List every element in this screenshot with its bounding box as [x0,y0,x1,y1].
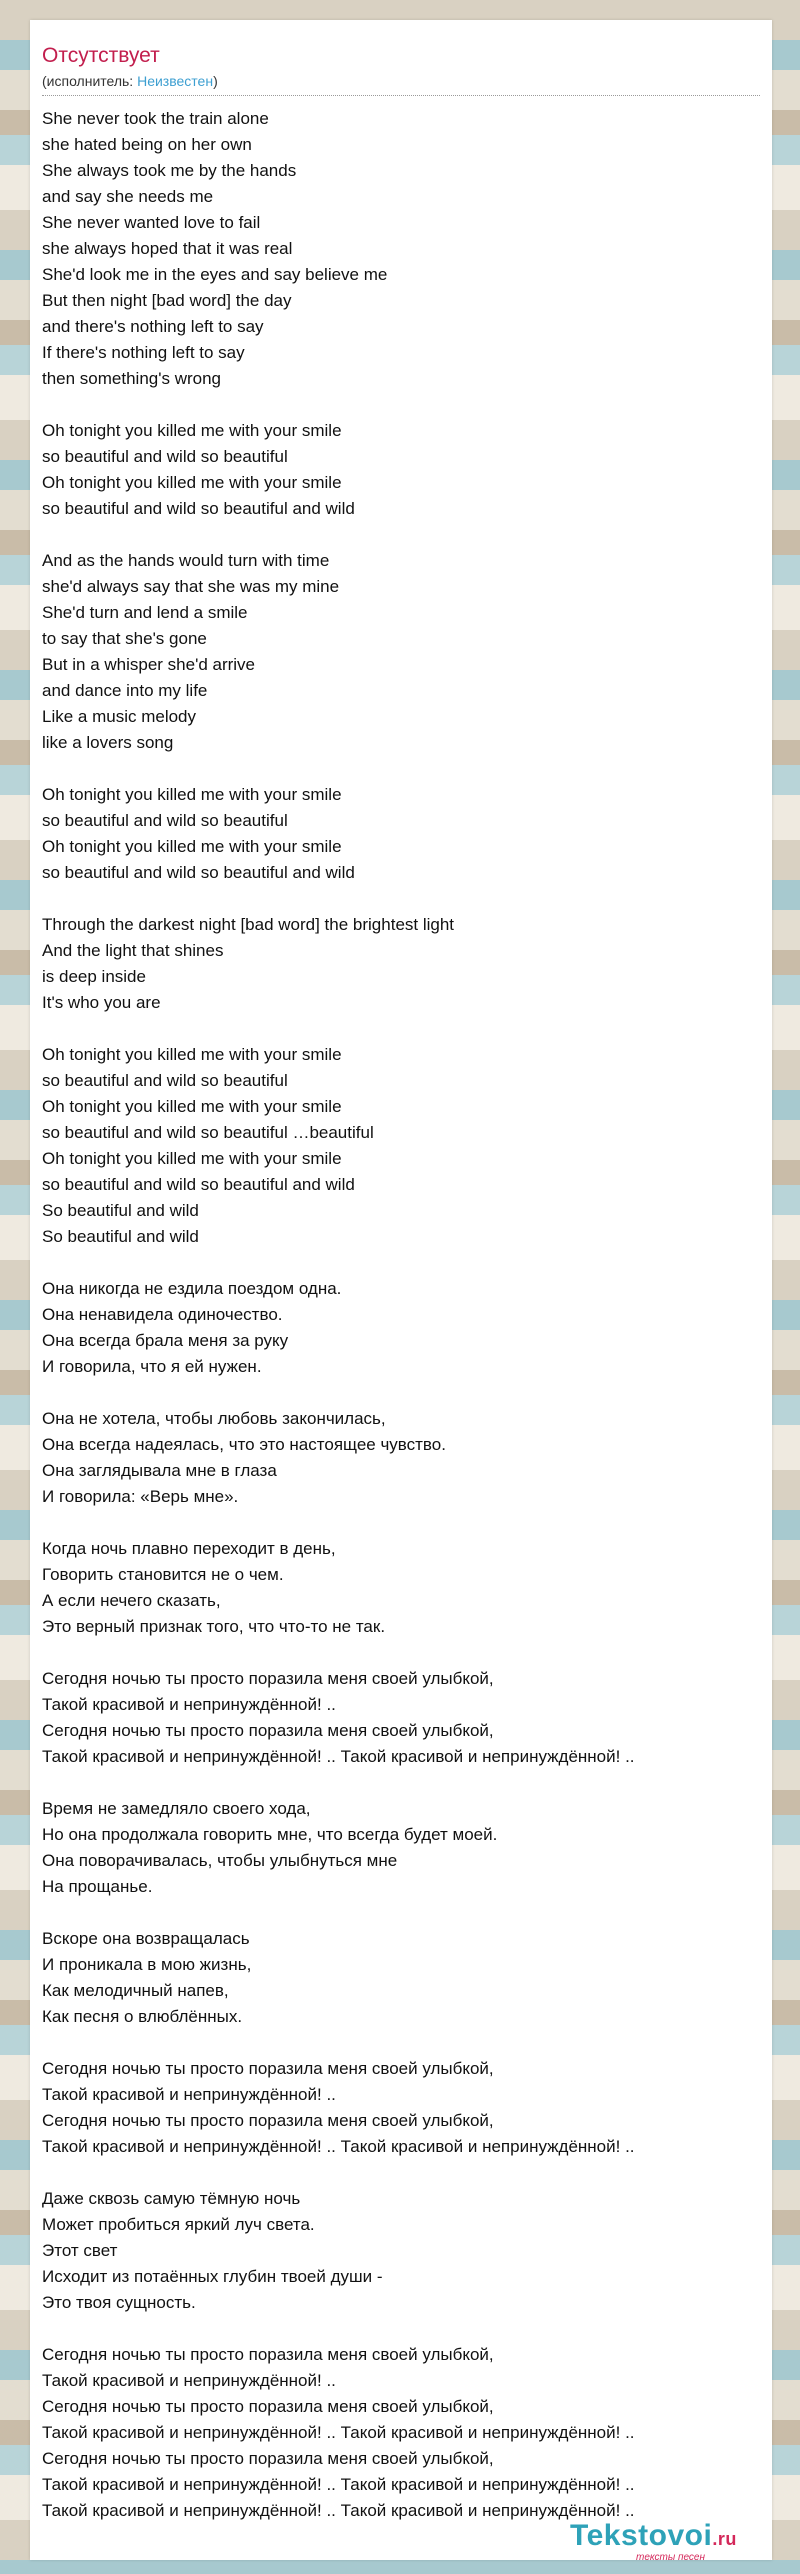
lyric-line: and say she needs me [42,187,214,206]
lyric-line: Этот свет [42,2241,118,2260]
lyric-line: Она всегда надеялась, что это настоящее чувство. [42,1435,446,1454]
lyric-line: so beautiful and wild so beautiful and wild [42,499,355,518]
lyric-line: Она не хотела, чтобы любовь закончилась, [42,1409,386,1428]
lyric-line: Сегодня ночью ты просто поразила меня своей улыбкой, [42,2449,494,2468]
lyric-line: Это верный признак того, что что-то не так. [42,1617,386,1636]
lyric-line: Такой красивой и непринуждённой! .. Такой красивой и непринуждённой! .. [42,2137,635,2156]
lyric-line: she'd always say that she was my mine [42,577,340,596]
lyric-line: Сегодня ночью ты просто поразила меня своей улыбкой, [42,1721,494,1740]
lyric-line: Сегодня ночью ты просто поразила меня своей улыбкой, [42,2059,494,2078]
lyric-line: Oh tonight you killed me with your smile [42,473,342,492]
lyrics-stanza [42,1796,770,1900]
lyric-line: like a lovers song [42,733,174,752]
lyrics-stanza [42,2186,770,2316]
title-divider [42,95,760,96]
lyric-line: Такой красивой и непринуждённой! .. [42,1695,336,1714]
lyric-line: Oh tonight you killed me with your smile [42,1097,342,1116]
lyric-line: Говорить становится не о чем. [42,1565,284,1584]
lyric-line: Исходит из потаённых глубин твоей души - [42,2267,383,2286]
lyric-line: Как песня о влюблённых. [42,2007,243,2026]
lyric-line: Как мелодичный напев, [42,1981,229,2000]
lyric-line: Oh tonight you killed me with your smile [42,837,342,856]
lyric-line: But in a whisper she'd arrive [42,655,256,674]
lyric-line: Сегодня ночью ты просто поразила меня своей улыбкой, [42,2397,494,2416]
lyric-line: Такой красивой и непринуждённой! .. Такой красивой и непринуждённой! .. [42,2475,635,2494]
lyric-line: If there's nothing left to say [42,343,245,362]
lyric-line: She never took the train alone [42,109,269,128]
lyric-line: But then night [bad word] the day [42,291,292,310]
lyric-line: So beautiful and wild [42,1201,199,1220]
lyric-line: Вскоре она возвращалась [42,1929,250,1948]
lyric-line: and there's nothing left to say [42,317,264,336]
lyric-line: Through the darkest night [bad word] the brightest light [42,915,455,934]
lyric-line: and dance into my life [42,681,208,700]
lyric-line: Oh tonight you killed me with your smile [42,785,342,804]
artist-prefix: (исполнитель: [42,73,138,89]
lyric-line: she hated being on her own [42,135,252,154]
lyric-line: So beautiful and wild [42,1227,199,1246]
lyrics-stanza [42,1536,770,1640]
lyrics-stanza [42,548,770,756]
lyric-line: Такой красивой и непринуждённой! .. Такой красивой и непринуждённой! .. [42,2501,635,2520]
lyric-line: И проникала в мою жизнь, [42,1955,252,1974]
lyric-line: Она всегда брала меня за руку [42,1331,289,1350]
lyric-line: Такой красивой и непринуждённой! .. [42,2371,336,2390]
lyric-line: Like a music melody [42,707,197,726]
lyric-line: so beautiful and wild so beautiful and wild [42,1175,355,1194]
logo-tld: .ru [712,2529,737,2549]
lyrics-stanza [42,912,770,1016]
lyric-line: И говорила, что я ей нужен. [42,1357,262,1376]
lyric-line: Она поворачивалась, чтобы улыбнуться мне [42,1851,398,1870]
lyrics-stanza [42,1406,770,1510]
lyric-line: Даже сквозь самую тёмную ночь [42,2189,301,2208]
lyric-line: А если нечего сказать, [42,1591,221,1610]
artist-link[interactable]: Неизвестен [137,73,214,89]
lyrics-stanza [42,1276,770,1380]
lyric-line: is deep inside [42,967,146,986]
lyric-line: Oh tonight you killed me with your smile [42,421,342,440]
lyric-line: Это твоя сущность. [42,2293,196,2312]
logo-tagline: тексты песен [636,2552,705,2563]
lyric-line: so beautiful and wild so beautiful [42,447,288,466]
lyrics-stanza [42,418,770,522]
lyric-line: And the light that shines [42,941,224,960]
lyrics-stanza [42,1666,770,1770]
lyric-line: Сегодня ночью ты просто поразила меня своей улыбкой, [42,2111,494,2130]
lyrics-stanza [42,782,770,886]
artist-line [42,73,218,89]
song-title: Отсутствует [42,44,160,67]
lyrics-card [30,20,772,2560]
lyric-line: Oh tonight you killed me with your smile [42,1149,342,1168]
lyric-line: she always hoped that it was real [42,239,293,258]
lyric-line: Такой красивой и непринуждённой! .. Такой красивой и непринуждённой! .. [42,2423,635,2442]
lyric-line: Она никогда не ездила поездом одна. [42,1279,342,1298]
lyric-line: Может пробиться яркий луч света. [42,2215,315,2234]
lyric-line: Oh tonight you killed me with your smile [42,1045,342,1064]
lyric-line: Когда ночь плавно переходит в день, [42,1539,336,1558]
lyric-line: so beautiful and wild so beautiful [42,811,288,830]
lyric-line: so beautiful and wild so beautiful and wild [42,863,355,882]
lyrics-stanza [42,2056,770,2160]
lyric-line: Такой красивой и непринуждённой! .. [42,2085,336,2104]
lyric-line: then something's wrong [42,369,222,388]
site-logo[interactable] [570,2518,780,2566]
lyric-line: so beautiful and wild so beautiful …beautiful [42,1123,374,1142]
logo-brand: Tekstovoi [570,2519,713,2552]
artist-suffix: ) [213,73,218,89]
lyrics-stanza [42,1926,770,2030]
lyric-line: so beautiful and wild so beautiful [42,1071,288,1090]
lyrics-text [42,106,770,2550]
lyrics-stanza [42,106,770,392]
lyric-line: to say that she's gone [42,629,207,648]
lyric-line: And as the hands would turn with time [42,551,330,570]
lyric-line: Она заглядывала мне в глаза [42,1461,277,1480]
lyric-line: She always took me by the hands [42,161,297,180]
lyric-line: На прощанье. [42,1877,153,1896]
lyric-line: She'd turn and lend a smile [42,603,248,622]
lyric-line: Сегодня ночью ты просто поразила меня своей улыбкой, [42,1669,494,1688]
lyric-line: Но она продолжала говорить мне, что всегда будет моей. [42,1825,498,1844]
lyric-line: Такой красивой и непринуждённой! .. Такой красивой и непринуждённой! .. [42,1747,635,1766]
lyric-line: Сегодня ночью ты просто поразила меня своей улыбкой, [42,2345,494,2364]
lyrics-stanza [42,1042,770,1250]
lyric-line: She'd look me in the eyes and say believe me [42,265,388,284]
lyric-line: It's who you are [42,993,161,1012]
lyrics-stanza [42,2342,770,2524]
lyric-line: Она ненавидела одиночество. [42,1305,283,1324]
lyric-line: She never wanted love to fail [42,213,261,232]
lyric-line: И говорила: «Верь мне». [42,1487,239,1506]
lyric-line: Время не замедляло своего хода, [42,1799,311,1818]
